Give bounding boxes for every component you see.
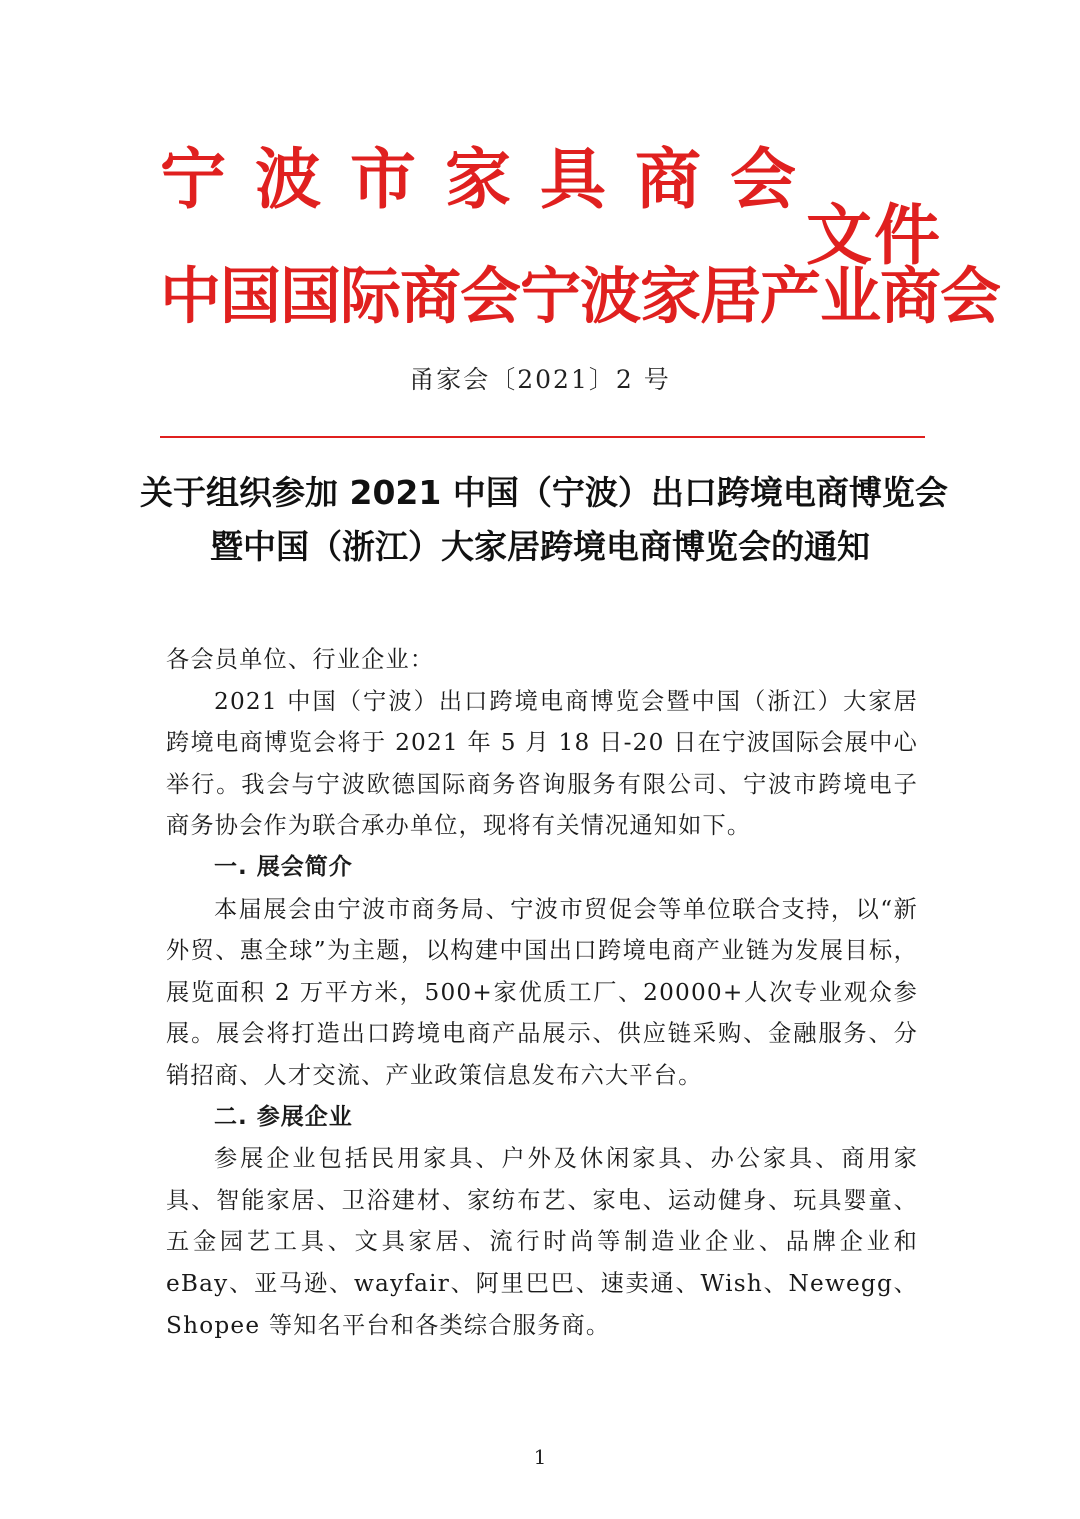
document-number: 甬家会〔2021〕2 号: [409, 365, 671, 394]
section-2-heading: 二. 参展企业: [214, 1103, 353, 1130]
intro-paragraph: 2021 中国（宁波）出口跨境电商博览会暨中国（浙江）大家居跨境电商博览会将于 2021 年 5 月 18 日-20 日在宁波国际会展中心举行。我会与宁波欧德国际商务咨询服务有限公司、宁波市跨境电子商务协会作为联合承办单位，现将有关情况通知如下。: [166, 687, 918, 840]
section-1-heading: 一. 展会简介: [214, 853, 353, 880]
letterhead-doc-type: 文件: [806, 197, 942, 274]
title-line-2: 暨中国（浙江）大家居跨境电商博览会的通知: [210, 527, 870, 566]
salutation: 各会员单位、行业企业：: [166, 646, 435, 673]
section-2-paragraph: 参展企业包括民用家具、户外及休闲家具、办公家具、商用家具、智能家居、卫浴建材、家纺布艺、家电、运动健身、玩具婴童、五金园艺工具、文具家居、流行时尚等制造业企业、品牌企业和 eBay、亚马逊、wayfair、阿里巴巴、速卖通、Wish、Newegg、Shopee 等知名平台和各类综合服务商。: [166, 1145, 918, 1339]
section-1-paragraph: 本届展会由宁波市商务局、宁波市贸促会等单位联合支持，以“新外贸、惠全球”为主题，以构建中国出口跨境电商产业链为发展目标，展览面积 2 万平方米，500+家优质工厂、20000+人次专业观众参展。展会将打造出口跨境电商产品展示、供应链采购、金融服务、分销招商、人才交流、产业政策信息发布六大平台。: [166, 895, 918, 1089]
red-divider-line: [160, 436, 925, 438]
document-body: [166, 639, 918, 1346]
document-title: [140, 466, 948, 574]
letterhead-org-name-2: 中国国际商会宁波家居产业商会: [160, 261, 1001, 332]
title-line-1: 关于组织参加 2021 中国（宁波）出口跨境电商博览会: [140, 473, 948, 512]
letterhead-org-name-1: 宁波市家具商会: [160, 141, 825, 218]
page-number: 1: [533, 1445, 547, 1469]
